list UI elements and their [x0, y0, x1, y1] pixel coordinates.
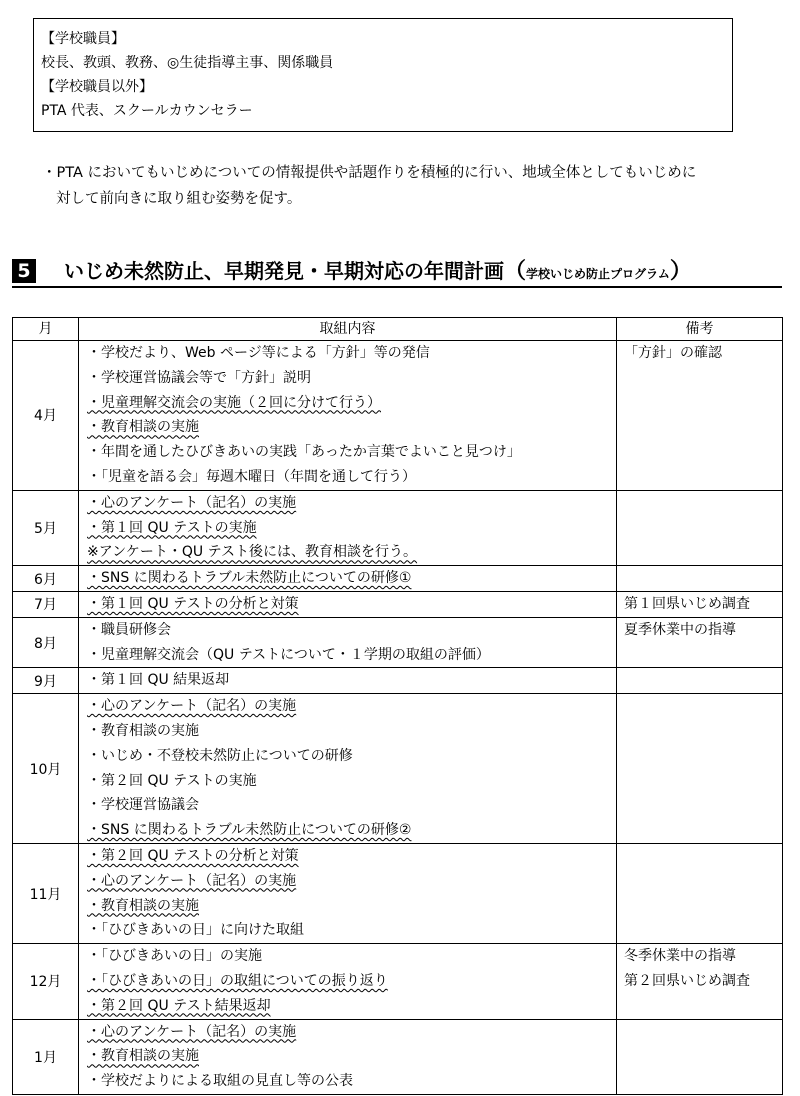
- table-row: [13, 694, 783, 844]
- table-row: [13, 591, 783, 617]
- plan-item: [87, 744, 616, 769]
- plan-item: [87, 1069, 616, 1094]
- plan-item: [87, 516, 616, 541]
- plan-item-text: ・「ひびきあいの日」の実施: [87, 948, 262, 965]
- section-subtitle: 学校いじめ防止プログラム: [526, 267, 670, 281]
- table-row: [13, 490, 783, 565]
- plan-item: [87, 391, 616, 416]
- content-cell: [79, 944, 617, 1019]
- section-heading: [12, 254, 782, 288]
- header-remarks: 備考: [617, 318, 783, 341]
- content-cell: [79, 843, 617, 943]
- plan-item-text: ・児童理解交流会の実施（２回に分けて行う）: [87, 394, 381, 411]
- plan-item: [87, 869, 616, 894]
- plan-item-text: ・心のアンケート（記名）の実施: [87, 494, 297, 511]
- plan-item-text: ・学校運営協議会等で「方針」説明: [87, 369, 311, 386]
- content-cell: [79, 591, 617, 617]
- plan-item: [87, 719, 616, 744]
- plan-item-text: ・第２回 QU テストの分析と対策: [87, 847, 299, 864]
- plan-item-text: ・「児童を語る会」毎週木曜日（年間を通して行う）: [87, 468, 416, 485]
- content-cell: [79, 566, 617, 592]
- plan-item: [87, 844, 616, 869]
- plan-item-text: ・学校だより、Web ページ等による「方針」等の発信: [87, 345, 430, 361]
- remarks-cell: [617, 591, 783, 617]
- content-cell: [79, 694, 617, 844]
- remarks-cell: [617, 944, 783, 1019]
- annual-plan-table: [12, 317, 783, 1095]
- remarks-cell: [617, 341, 783, 491]
- box-line: 【学校職員以外】: [41, 79, 153, 95]
- plan-item: [87, 491, 616, 516]
- remarks-cell: [617, 668, 783, 694]
- remarks-cell: [617, 617, 783, 668]
- plan-item: [87, 540, 616, 565]
- plan-item: [87, 969, 616, 994]
- month-cell: 1月: [13, 1019, 79, 1094]
- plan-item: [87, 769, 616, 794]
- plan-item-text: ・職員研修会: [87, 621, 171, 638]
- remarks-cell: [617, 566, 783, 592]
- committee-members-box: [33, 18, 733, 132]
- plan-item-text: ・教育相談の実施: [87, 722, 199, 739]
- note-line: ・PTA においてもいじめについての情報提供や話題作りを積極的に行い、地域全体としてもいじめに: [42, 165, 697, 181]
- box-line: PTA 代表、スクールカウンセラー: [41, 103, 253, 119]
- plan-item: [87, 566, 616, 591]
- plan-item: [87, 818, 616, 843]
- plan-item-text: ・年間を通したひびきあいの実践「あったか言葉でよいこと見つけ」: [87, 444, 521, 461]
- month-cell: 9月: [13, 668, 79, 694]
- plan-item-text: ・心のアンケート（記名）の実施: [87, 1023, 297, 1040]
- remarks-cell: [617, 1019, 783, 1094]
- plan-item-text: ・SNS に関わるトラブル未然防止についての研修①: [87, 570, 412, 587]
- plan-item: [87, 918, 616, 943]
- plan-item: [87, 944, 616, 969]
- table-body: [13, 341, 783, 1095]
- plan-item-text: ・心のアンケート（記名）の実施: [87, 872, 297, 889]
- table-row: [13, 617, 783, 668]
- plan-item-text: ・「ひびきあいの日」に向けた取組: [87, 922, 304, 939]
- plan-item: [87, 465, 616, 490]
- plan-item-text: ・心のアンケート（記名）の実施: [87, 698, 297, 715]
- remark-text: 第２回県いじめ調査: [624, 972, 750, 989]
- month-cell: 12月: [13, 944, 79, 1019]
- content-cell: [79, 1019, 617, 1094]
- month-cell: 7月: [13, 591, 79, 617]
- plan-item: [87, 618, 616, 643]
- plan-item: [87, 366, 616, 391]
- box-line: 【学校職員】: [41, 31, 125, 47]
- remarks-cell: [617, 843, 783, 943]
- plan-item-text: ・SNS に関わるトラブル未然防止についての研修②: [87, 822, 412, 839]
- table-row: [13, 944, 783, 1019]
- month-cell: 5月: [13, 490, 79, 565]
- plan-item-text: ・いじめ・不登校未然防止についての研修: [87, 747, 353, 764]
- plan-item: [87, 694, 616, 719]
- table-row: [13, 566, 783, 592]
- plan-item: [87, 668, 616, 693]
- plan-item-text: ・学校運営協議会: [87, 797, 199, 814]
- plan-item: [87, 341, 616, 366]
- plan-item-text: ・第２回 QU テストの実施: [87, 772, 257, 789]
- section-number: 5: [12, 259, 36, 283]
- header-month: 月: [13, 318, 79, 341]
- plan-item-text: ・「ひびきあいの日」の取組についての振り返り: [87, 972, 388, 989]
- month-cell: 6月: [13, 566, 79, 592]
- plan-item: [87, 1020, 616, 1045]
- plan-item: [87, 894, 616, 919]
- table-header-row: [13, 318, 783, 341]
- plan-item: [87, 1044, 616, 1069]
- subtitle-open-bracket: （: [504, 259, 527, 284]
- remarks-cell: [617, 490, 783, 565]
- month-cell: 4月: [13, 341, 79, 491]
- subtitle-close-bracket: ）: [669, 259, 692, 284]
- remark-text: 冬季休業中の指導: [624, 948, 736, 965]
- plan-item-text: ・児童理解交流会（QU テストについて・１学期の取組の評価）: [87, 646, 490, 663]
- table-row: [13, 668, 783, 694]
- plan-item: [87, 994, 616, 1019]
- remark-text: 夏季休業中の指導: [624, 621, 736, 638]
- plan-item-text: ・第１回 QU 結果返却: [87, 672, 230, 689]
- section-title: いじめ未然防止、早期発見・早期対応の年間計画: [64, 259, 504, 283]
- plan-item-text: ・教育相談の実施: [87, 897, 199, 914]
- plan-item-text: ※アンケート・QU テスト後には、教育相談を行う。: [87, 544, 418, 561]
- plan-item: [87, 592, 616, 617]
- plan-item: [87, 643, 616, 668]
- table-row: [13, 843, 783, 943]
- content-cell: [79, 490, 617, 565]
- note-line: 対して前向きに取り組む姿勢を促す。: [56, 191, 302, 207]
- plan-item-text: ・第２回 QU テスト結果返却: [87, 997, 271, 1014]
- table-row: [13, 1019, 783, 1094]
- plan-item-text: ・教育相談の実施: [87, 1048, 199, 1065]
- month-cell: 10月: [13, 694, 79, 844]
- content-cell: [79, 341, 617, 491]
- plan-item-text: ・第１回 QU テストの分析と対策: [87, 595, 299, 612]
- plan-item: [87, 440, 616, 465]
- heading-underline: [12, 286, 782, 288]
- pta-note: [42, 160, 792, 212]
- content-cell: [79, 617, 617, 668]
- box-line: 校長、教頭、教務、◎生徒指導主事、関係職員: [41, 55, 334, 71]
- plan-item: [87, 415, 616, 440]
- remark-text: 第１回県いじめ調査: [624, 595, 750, 612]
- month-cell: 8月: [13, 617, 79, 668]
- content-cell: [79, 668, 617, 694]
- plan-item-text: ・教育相談の実施: [87, 419, 199, 436]
- remark-text: 「方針」の確認: [624, 345, 722, 361]
- month-cell: 11月: [13, 843, 79, 943]
- plan-item-text: ・学校だよりによる取組の見直し等の公表: [87, 1073, 353, 1090]
- plan-item: [87, 793, 616, 818]
- remarks-cell: [617, 694, 783, 844]
- plan-item-text: ・第１回 QU テストの実施: [87, 519, 257, 536]
- table-row: [13, 341, 783, 491]
- header-content: 取組内容: [79, 318, 617, 341]
